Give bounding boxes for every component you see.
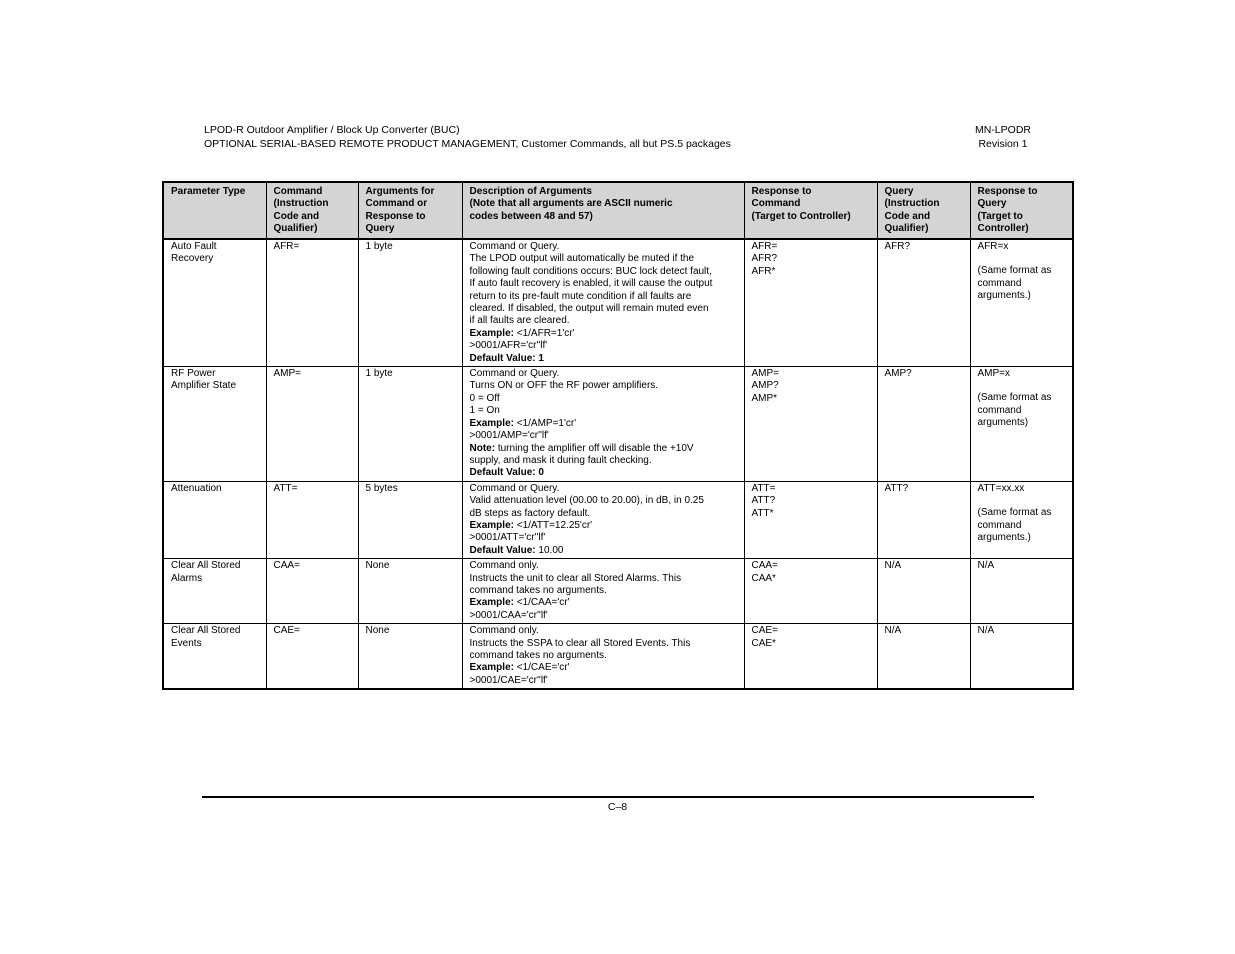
col-header-line: Arguments for [365, 186, 435, 197]
command-code: CAA= [273, 560, 300, 572]
description-label: Default Value: [469, 544, 536, 556]
query-code: AMP? [884, 368, 912, 380]
description-line [470, 573, 740, 585]
col-header-parameter-type [163, 182, 266, 239]
query-response-line: N/A [977, 560, 995, 572]
description-text: 10.00 [535, 544, 564, 556]
parameter-type-cell [163, 559, 266, 624]
table-row [163, 559, 1073, 624]
col-header-line: Description of Arguments [469, 186, 592, 197]
description-line [470, 495, 740, 507]
arguments-cell [358, 624, 462, 690]
description-line [470, 353, 740, 365]
query-response-line: arguments) [977, 417, 1029, 429]
description-line [470, 278, 740, 290]
col-header-line: Response to [365, 210, 426, 222]
response-line: AFR? [751, 253, 778, 265]
description-line [470, 303, 740, 315]
response-line: AMP= [751, 368, 780, 380]
response-to-query-cell [970, 481, 1073, 558]
description-text: Instructs the unit to clear all Stored Alarms. This [469, 572, 682, 584]
description-text: command takes no arguments. [469, 584, 607, 596]
description-text: The LPOD output will automatically be muted if the [469, 253, 695, 265]
description-text: 0 = Off [469, 392, 500, 404]
response-line: CAA* [751, 572, 776, 584]
col-header-line: Query [977, 198, 1007, 210]
col-header-line: (Instruction [884, 198, 940, 210]
arguments-value: None [365, 560, 390, 572]
description-text: 1 = On [469, 405, 500, 417]
description-line [470, 315, 740, 327]
query-response-line: (Same format as [977, 265, 1052, 277]
response-to-command-cell [744, 481, 877, 558]
description-line [470, 560, 740, 572]
arguments-cell [358, 239, 462, 367]
description-text: Valid attenuation level (00.00 to 20.00), in dB, in 0.25 [469, 495, 704, 507]
description-text: turning the amplifier off will disable the +10V [495, 442, 694, 454]
table-row [163, 481, 1073, 558]
command-code: ATT= [273, 482, 298, 494]
response-line: CAE= [751, 625, 778, 637]
description-line [470, 340, 740, 352]
query-response-line: command [977, 277, 1022, 289]
query-cell [877, 481, 970, 558]
description-cell [462, 481, 744, 558]
response-line: AFR= [751, 241, 778, 252]
description-line [470, 443, 740, 455]
col-header-command [266, 182, 358, 239]
command-cell [266, 367, 358, 482]
description-text: >0001/AFR='cr''lf' [469, 340, 548, 352]
response-line: AMP* [751, 392, 778, 404]
table-row [163, 239, 1073, 367]
header-doc-id: MN-LPODR [974, 124, 1031, 136]
description-line [470, 241, 740, 253]
description-line [470, 430, 740, 442]
description-line [470, 393, 740, 405]
response-line: CAA= [751, 560, 778, 572]
description-label: Example: [469, 597, 514, 609]
parameter-type-line: RF Power [171, 368, 216, 380]
description-line [470, 662, 740, 674]
parameter-type-line: Auto Fault [171, 241, 217, 252]
response-line: ATT? [751, 495, 776, 507]
response-line: AMP? [751, 380, 779, 392]
query-response-line: arguments.) [977, 531, 1031, 543]
description-text: Command only. [469, 625, 539, 637]
description-text: Command or Query. [469, 241, 560, 252]
description-line [470, 545, 740, 557]
description-text: command takes no arguments. [469, 650, 607, 661]
col-header-response-to-query [970, 182, 1073, 239]
command-code: CAE= [273, 625, 300, 637]
header-title-line2: OPTIONAL SERIAL-BASED REMOTE PRODUCT MANAGEMENT, Customer Commands, all but PS.5 packages [204, 138, 731, 150]
description-cell [462, 239, 744, 367]
description-text: if all faults are cleared. [469, 315, 570, 327]
arguments-cell [358, 559, 462, 624]
description-text: <1/AFR=1'cr' [513, 327, 575, 339]
description-label: Default Value: 1 [469, 352, 544, 364]
col-header-description [462, 182, 744, 239]
description-text: supply, and mask it during fault checking. [469, 454, 652, 466]
query-code: AFR? [884, 241, 911, 252]
response-line: CAE* [751, 637, 776, 649]
response-to-query-cell [970, 367, 1073, 482]
col-header-line: Response to [751, 186, 812, 197]
description-text: <1/CAA='cr' [513, 597, 570, 609]
arguments-value: 1 byte [365, 241, 393, 252]
query-cell [877, 559, 970, 624]
description-label: Example: [469, 417, 514, 429]
description-line [470, 253, 740, 265]
parameter-type-line: Clear All Stored [171, 625, 241, 637]
response-to-command-cell [744, 559, 877, 624]
description-line [470, 455, 740, 467]
description-label: Example: [469, 519, 514, 531]
col-header-line: Code and [884, 210, 931, 222]
parameter-type-line: Amplifier State [171, 380, 237, 392]
description-line [470, 675, 740, 687]
col-header-line: Query [884, 186, 914, 197]
query-code: N/A [884, 560, 902, 572]
description-label: Default Value: 0 [469, 467, 544, 479]
description-text: Command or Query. [469, 368, 560, 380]
description-line [470, 368, 740, 380]
description-text: <1/CAE='cr' [513, 662, 570, 674]
col-header-line: Code and [273, 210, 320, 222]
parameter-type-line: Alarms [171, 572, 203, 584]
response-to-command-cell [744, 239, 877, 367]
description-line [470, 405, 740, 417]
query-response-line: (Same format as [977, 392, 1052, 404]
response-to-query-cell [970, 559, 1073, 624]
description-cell [462, 367, 744, 482]
command-code: AMP= [273, 368, 302, 380]
parameter-type-line: Clear All Stored [171, 560, 241, 572]
header-revision: Revision 1 [978, 138, 1028, 150]
col-header-line: Parameter Type [171, 186, 246, 197]
table-body [163, 239, 1073, 689]
table-header-row [163, 182, 1073, 239]
query-code: N/A [884, 625, 902, 637]
response-line: ATT* [751, 507, 774, 519]
description-text: <1/ATT=12.25'cr' [513, 519, 593, 531]
query-response-line: (Same format as [977, 507, 1052, 519]
col-header-line: (Target to [977, 210, 1023, 222]
col-header-line: Command [273, 186, 323, 197]
response-to-query-cell [970, 239, 1073, 367]
description-text: dB steps as factory default. [469, 507, 591, 519]
description-text: Command only. [469, 560, 539, 572]
query-response-line: command [977, 404, 1022, 416]
col-header-line: (Instruction [273, 198, 329, 210]
command-cell [266, 624, 358, 690]
header-title-line1: LPOD-R Outdoor Amplifier / Block Up Converter (BUC) [204, 124, 460, 136]
description-text: Instructs the SSPA to clear all Stored Events. This [469, 637, 691, 649]
parameter-type-cell [163, 367, 266, 482]
arguments-value: None [365, 625, 390, 637]
arguments-value: 5 bytes [365, 482, 398, 494]
description-line [470, 650, 740, 662]
description-text: >0001/CAA='cr''lf' [469, 609, 548, 621]
command-cell [266, 239, 358, 367]
col-header-query [877, 182, 970, 239]
parameter-type-cell [163, 481, 266, 558]
description-text: Turns ON or OFF the RF power amplifiers. [469, 380, 659, 392]
col-header-line: Controller) [977, 223, 1029, 235]
description-text: >0001/CAE='cr''lf' [469, 674, 548, 686]
query-response-line [978, 380, 1069, 392]
description-line [470, 520, 740, 532]
query-response-line: N/A [977, 625, 995, 637]
parameter-type-line: Events [171, 637, 202, 649]
description-line [470, 266, 740, 278]
command-code: AFR= [273, 241, 300, 252]
query-cell [877, 239, 970, 367]
description-line [470, 328, 740, 340]
description-line [470, 467, 740, 479]
col-header-line: Qualifier) [273, 223, 318, 235]
col-header-line: Qualifier) [884, 223, 929, 235]
description-label: Example: [469, 662, 514, 674]
description-line [470, 508, 740, 520]
description-line [470, 585, 740, 597]
command-cell [266, 559, 358, 624]
parameter-type-line: Attenuation [171, 482, 222, 494]
arguments-cell [358, 367, 462, 482]
query-response-line [978, 495, 1069, 507]
description-label: Example: [469, 327, 514, 339]
response-line: AFR* [751, 265, 776, 277]
query-response-line [978, 253, 1069, 265]
response-to-query-cell [970, 624, 1073, 690]
description-line [470, 532, 740, 544]
col-header-response-to-command [744, 182, 877, 239]
description-line [470, 380, 740, 392]
arguments-cell [358, 481, 462, 558]
description-cell [462, 624, 744, 690]
col-header-line: (Target to Controller) [751, 210, 851, 222]
parameter-type-cell [163, 239, 266, 367]
description-line [470, 483, 740, 495]
parameter-type-cell [163, 624, 266, 690]
description-line [470, 418, 740, 430]
description-text: Command or Query. [469, 482, 560, 494]
query-response-line: arguments.) [977, 290, 1031, 302]
response-to-command-cell [744, 624, 877, 690]
parameter-type-line: Recovery [171, 253, 214, 265]
query-response-line: AMP=x [977, 368, 1011, 380]
command-table [162, 181, 1074, 690]
description-text: >0001/AMP='cr''lf' [469, 430, 549, 442]
col-header-line: Response to [977, 186, 1038, 197]
response-line: ATT= [751, 482, 776, 494]
description-line [470, 597, 740, 609]
description-line [470, 291, 740, 303]
query-cell [877, 624, 970, 690]
description-text: If auto fault recovery is enabled, it will cause the output [469, 278, 713, 290]
arguments-value: 1 byte [365, 368, 393, 380]
description-text: <1/AMP=1'cr' [513, 417, 577, 429]
description-cell [462, 559, 744, 624]
col-header-arguments [358, 182, 462, 239]
col-header-line: Command or [365, 198, 428, 210]
page-header-left [204, 123, 731, 151]
description-line [470, 610, 740, 622]
table-row [163, 624, 1073, 690]
page-number: C–8 [607, 801, 628, 813]
query-response-line: command [977, 519, 1022, 531]
command-cell [266, 481, 358, 558]
description-text: return to its pre-fault mute condition if all faults are [469, 290, 692, 302]
description-text: >0001/ATT='cr''lf' [469, 532, 546, 544]
footer-rule [202, 796, 1034, 798]
description-text: following fault conditions occurs: BUC lock detect fault, [469, 265, 712, 277]
response-to-command-cell [744, 367, 877, 482]
col-header-line: (Note that all arguments are ASCII numeric [469, 198, 673, 210]
col-header-line: codes between 48 and 57) [469, 210, 593, 222]
query-cell [877, 367, 970, 482]
col-header-line: Command [751, 198, 801, 210]
description-text: cleared. If disabled, the output will remain muted even [469, 303, 709, 315]
col-header-line: Query [365, 223, 395, 235]
page-header-right [975, 123, 1031, 151]
query-response-line: AFR=x [977, 241, 1009, 252]
query-response-line: ATT=xx.xx [977, 482, 1025, 494]
query-code: ATT? [884, 482, 909, 494]
description-line [470, 625, 740, 637]
description-label: Note: [469, 442, 496, 454]
table-row [163, 367, 1073, 482]
description-line [470, 638, 740, 650]
